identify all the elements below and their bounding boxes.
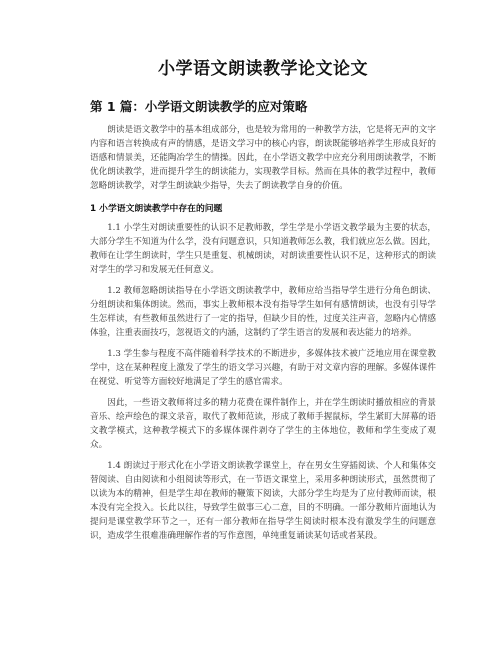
- section-heading: 1 小学语文朗读教学中存在的问题: [90, 204, 223, 214]
- document-title: 小学语文朗读教学论文论文: [158, 59, 368, 79]
- paragraph-1-4: 1.4 朗读过于形式化在小学语文朗读教学课堂上，存在男女生穿插阅读、个人和集体交替阅读、自由阅读和小组阅读等形式，在一节语文课堂上，采用多种朗读形式，虽然贯彻了以读为本的精神，但是学生却在教师的鞭策下阅读，大部分学生均是为了应付教师而读，根本没有完全投入。长此以往，导致学生做事三心二意，目的不明确。一部分教师片面地认为提问是课堂教学环节之一，还有一部分教师在指导学生阅读时根本没有激发学生的问题意识，造成学生很难准确理解作者的写作意图，单纯重复诵读某句话或者某段。: [90, 461, 436, 541]
- paragraph-1-1: 1.1 小学生对朗读重要性的认识不足教师教，学生学是小学语文教学最为主要的状态，大部分学生不知道为什么学，没有问题意识，只知道教师怎么教，我们就应怎么做。因此，教师在让学生朗读时，学生只是重复、机械朗读，对朗读重要性认识不足，这种形式的朗读对学生的学习和发展无任何意义。: [90, 223, 436, 275]
- paragraph-1-3: 1.3 学生参与程度不高伴随着科学技术的不断进步，多媒体技术被广泛地应用在课堂教学中，这在某种程度上激发了学生的语文学习兴趣，有助于对文章内容的理解。多媒体课件在视觉、听觉等方面较好地满足了学生的感官需求。: [90, 349, 436, 387]
- paragraph-1-2: 1.2 教师忽略朗读指导在小学语文朗读教学中，教师应给当指导学生进行分角色朗读、分组朗读和集体朗读。然而，事实上教师根本没有指导学生如何有感情朗读，也没有引导学生怎样读，有些教师虽然进行了一定的指导，但缺少目的性，过度关注声音，忽略内心情感体验，注重表面技巧，忽视语文的内涵，这制约了学生语言的发展和表达能力的培养。: [90, 286, 436, 338]
- intro-paragraph: 朗读是语文教学中的基本组成部分，也是较为常用的一种教学方法，它是将无声的文字内容和语言转换成有声的情感，是语文学习中的核心内容，朗读既能够培养学生形成良好的语感和情景美，还能陶冶学生的情操。因此，在小学语文教学中应充分利用朗读教学，不断优化朗读教学，进而提升学生的朗读能力，实现教学目标。然而在具体的教学过程中，教师忽略朗读教学，对学生朗读缺少指导，失去了朗读教学自身的价值。: [90, 125, 436, 191]
- chapter-title: 第 1 篇：小学语文朗读教学的应对策略: [90, 99, 308, 114]
- paragraph-1-3b: 因此，一些语文教师将过多的精力花费在课件制作上，并在学生朗读时播放相应的背景音乐、绘声绘色的课文录音，取代了教师范读，形成了教师手握鼠标，学生紧盯大屏幕的语文教学模式，这种教学模式下的多媒体课件剥夺了学生的主体地位，教师和学生变成了观众。: [90, 398, 436, 450]
